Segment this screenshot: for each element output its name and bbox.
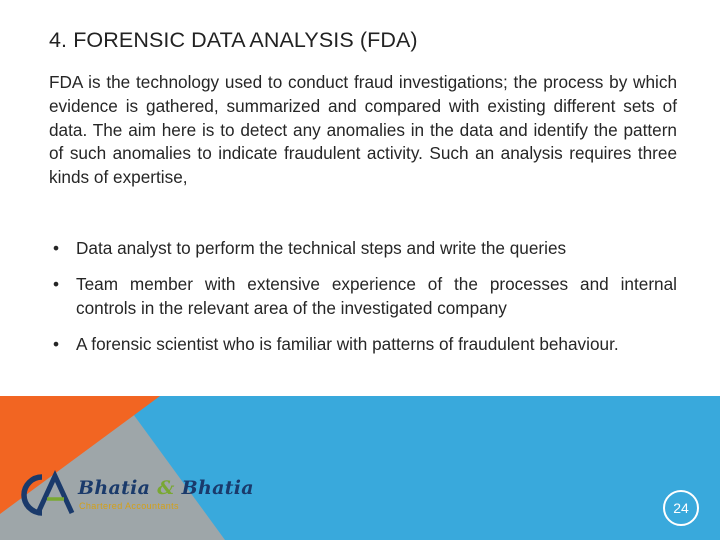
logo-name-part1: Bhatia — [78, 477, 151, 499]
bullet-item-forensic-scientist — [49, 332, 677, 356]
logo-subtitle: Chartered Accountants — [79, 501, 179, 511]
footer-band — [0, 396, 720, 540]
intro-paragraph: FDA is the technology used to conduct fraud investigations; the process by which evidence is gathered, summarized and compared with existing different sets of data. The aim here is to detect any anomalies in the data and identify the pattern of such anomalies to indicate fraudulent activity. Such an analysis requires three kinds of expertise, — [49, 72, 677, 188]
bullet-marker: • — [53, 334, 60, 354]
page-number-badge: 24 — [663, 490, 699, 526]
bullet-marker: • — [53, 274, 60, 294]
bullet-text: Team member with extensive experience of the processes and internal controls in the relevant area of the investigated company — [76, 274, 677, 318]
bullet-item-data-analyst — [49, 236, 677, 260]
logo-ampersand: & — [157, 477, 175, 499]
ca-logo-icon — [12, 470, 78, 520]
bullet-marker: • — [53, 238, 60, 258]
bullet-text: A forensic scientist who is familiar with patterns of fraudulent behaviour. — [76, 334, 619, 354]
slide-title: 4. FORENSIC DATA ANALYSIS (FDA) — [49, 28, 418, 52]
logo-firm-name — [78, 477, 254, 499]
logo-name-part2: Bhatia — [181, 477, 254, 499]
bullet-item-team-member — [49, 272, 677, 320]
bullet-list — [49, 236, 677, 356]
bullet-text: Data analyst to perform the technical steps and write the queries — [76, 238, 567, 258]
